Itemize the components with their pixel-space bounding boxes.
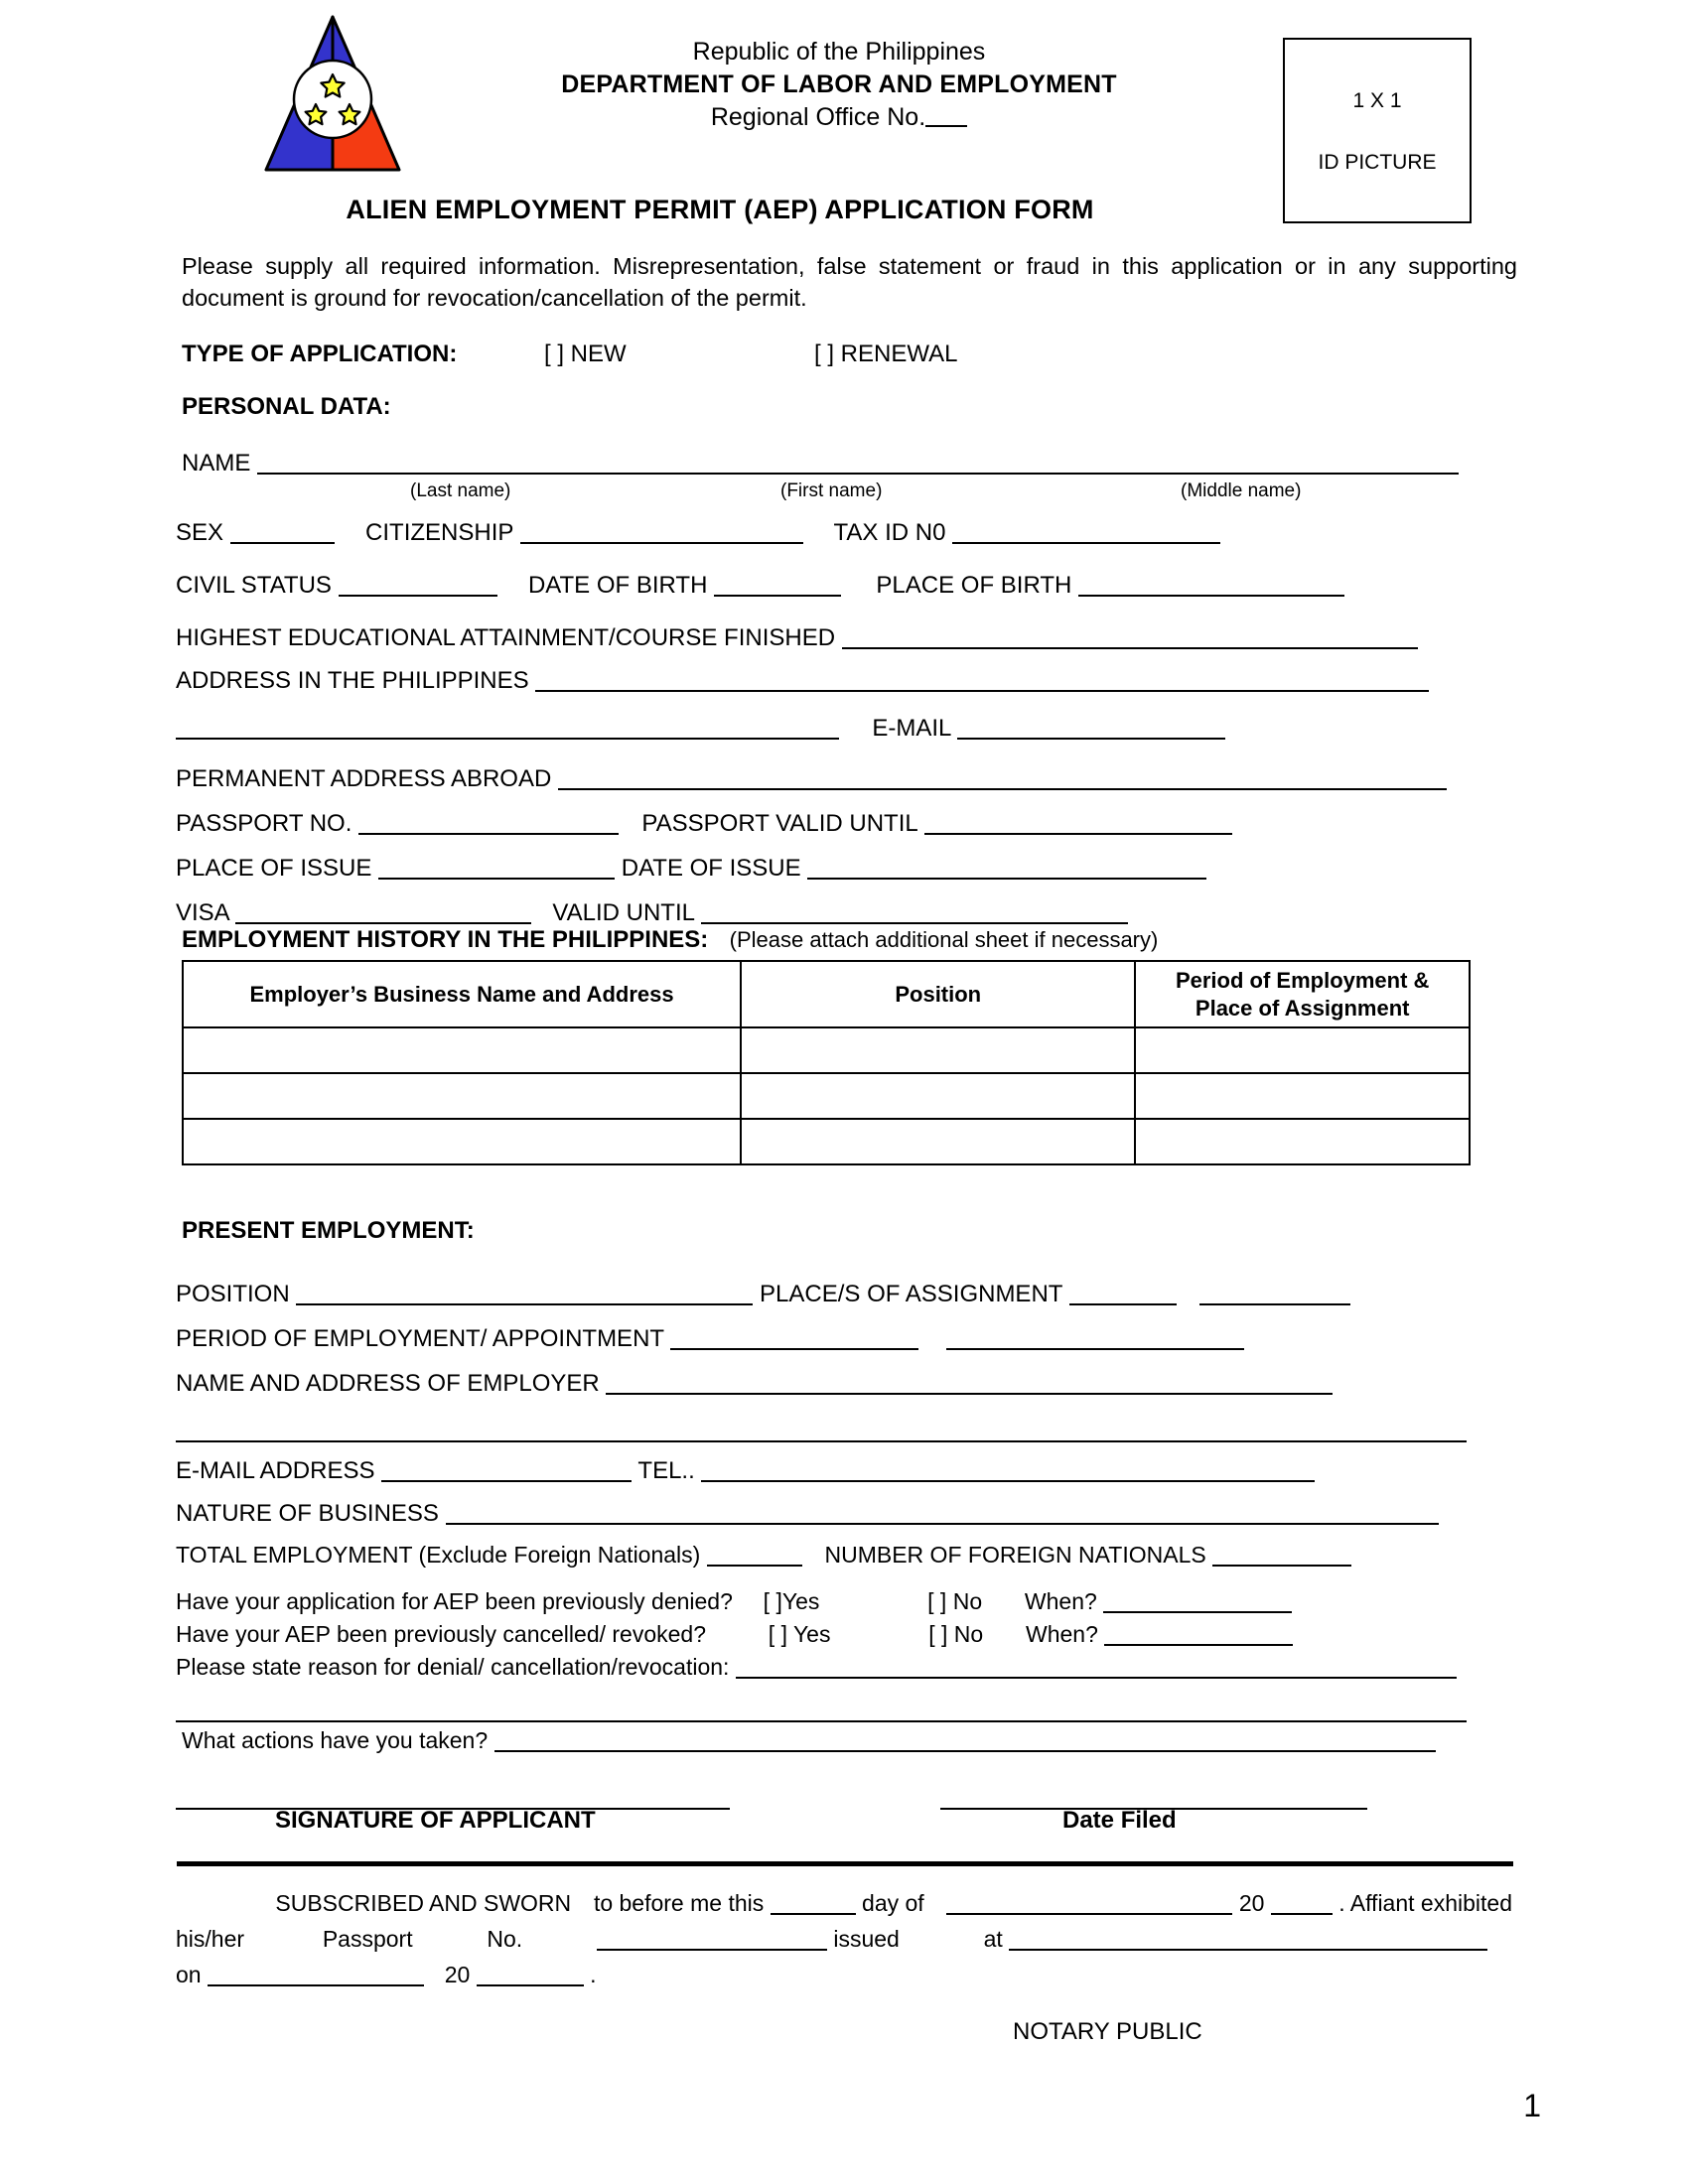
date-of-birth-label: DATE OF BIRTH — [527, 572, 708, 599]
employer-name-address-row — [176, 1372, 1333, 1396]
notary-month-blank[interactable] — [946, 1895, 1232, 1915]
place-of-birth-input-blank[interactable] — [1078, 577, 1344, 597]
cell-position[interactable] — [741, 1073, 1135, 1119]
passport-row — [176, 812, 1232, 836]
address-ph-row — [176, 669, 1429, 693]
employer-name-address-blank-2[interactable] — [176, 1423, 1467, 1442]
tel-input-blank[interactable] — [701, 1462, 1315, 1482]
email-input-blank[interactable] — [957, 720, 1225, 740]
regional-office-label: Regional Office No. — [710, 103, 926, 131]
name-row — [182, 452, 1459, 476]
column-header-employer: Employer’s Business Name and Address — [183, 961, 741, 1027]
notary-passport-no-blank[interactable] — [597, 1931, 827, 1951]
places-of-assignment-label: PLACE/S OF ASSIGNMENT — [760, 1281, 1062, 1307]
places-of-assignment-blank-1[interactable] — [1069, 1286, 1177, 1305]
passport-no-label: PASSPORT NO. — [176, 810, 352, 837]
period-of-employment-label: PERIOD OF EMPLOYMENT/ APPOINTMENT — [176, 1325, 664, 1352]
cell-period[interactable] — [1135, 1073, 1470, 1119]
page-title: ALIEN EMPLOYMENT PERMIT (AEP) APPLICATION FORM — [346, 195, 1094, 224]
notary-on-date-blank[interactable] — [208, 1967, 424, 1986]
column-header-period — [1135, 961, 1470, 1027]
issue-row — [176, 857, 1206, 881]
position-assignment-row — [176, 1283, 1350, 1306]
employer-name-address-label: NAME AND ADDRESS OF EMPLOYER — [176, 1370, 600, 1397]
address-ph-input-blank[interactable] — [535, 672, 1429, 692]
department-line: DEPARTMENT OF LABOR AND EMPLOYMENT — [561, 70, 1117, 98]
employment-counts-row — [176, 1544, 1351, 1567]
period-of-employment-blank-1[interactable] — [670, 1330, 918, 1350]
question-cancelled-when-blank[interactable] — [1104, 1626, 1293, 1646]
name-label: NAME — [182, 450, 251, 477]
passport-valid-label: PASSPORT VALID UNTIL — [641, 810, 917, 837]
type-of-application-label: TYPE OF APPLICATION: — [182, 341, 458, 367]
table-row[interactable] — [183, 1027, 1470, 1073]
id-picture-box[interactable] — [1283, 38, 1472, 223]
actions-taken-label: What actions have you taken? — [182, 1727, 489, 1753]
visa-label: VISA — [176, 899, 229, 926]
notary-year-blank[interactable] — [1271, 1895, 1333, 1915]
republic-line: Republic of the Philippines — [692, 38, 986, 66]
id-picture-caption: ID PICTURE — [1318, 151, 1437, 174]
notary-day-blank[interactable] — [771, 1895, 856, 1915]
notary-year-prefix: 20 — [1238, 1890, 1265, 1916]
question-denied-yes[interactable]: [ ]Yes — [763, 1588, 820, 1614]
date-of-birth-input-blank[interactable] — [714, 577, 841, 597]
name-input-blank[interactable] — [257, 455, 1459, 475]
page-number: 1 — [1523, 2088, 1541, 2123]
notary-public-label: NOTARY PUBLIC — [1013, 2018, 1202, 2045]
reason-input-blank-1[interactable] — [736, 1659, 1457, 1679]
middle-name-caption: (Middle name) — [1181, 480, 1302, 501]
education-label: HIGHEST EDUCATIONAL ATTAINMENT/COURSE FINISHED — [176, 624, 836, 651]
permanent-address-label: PERMANENT ADDRESS ABROAD — [176, 765, 552, 792]
address-ph-input-blank-2[interactable] — [176, 720, 839, 740]
signature-caption: SIGNATURE OF APPLICANT — [275, 1807, 596, 1834]
employment-history-heading-row — [182, 928, 1158, 952]
foreign-nationals-input-blank[interactable] — [1212, 1547, 1351, 1567]
notary-no-label: No. — [487, 1926, 523, 1952]
reason-input-blank-2[interactable] — [176, 1703, 1467, 1722]
notary-hisher-label: his/her — [176, 1926, 245, 1952]
total-employment-input-blank[interactable] — [707, 1547, 802, 1567]
email-label: E-MAIL — [872, 715, 951, 742]
cell-period[interactable] — [1135, 1119, 1470, 1164]
place-of-issue-input-blank[interactable] — [378, 860, 615, 880]
passport-no-input-blank[interactable] — [358, 815, 619, 835]
question-denied-no[interactable]: [ ] No — [927, 1588, 983, 1614]
checkbox-renewal[interactable]: [ ] RENEWAL — [814, 341, 958, 367]
tax-id-input-blank[interactable] — [952, 524, 1220, 544]
table-header-row — [183, 961, 1470, 1027]
question-denied-label: Have your application for AEP been previously denied? — [176, 1588, 733, 1614]
regional-office-blank[interactable] — [925, 110, 967, 127]
cell-period[interactable] — [1135, 1027, 1470, 1073]
employer-email-input-blank[interactable] — [381, 1462, 632, 1482]
reason-row — [176, 1656, 1457, 1679]
visa-valid-input-blank[interactable] — [701, 904, 1128, 924]
column-header-position: Position — [741, 961, 1135, 1027]
id-picture-size: 1 X 1 — [1352, 89, 1402, 112]
question-denied-when-label: When? — [1024, 1588, 1097, 1614]
employer-email-label: E-MAIL ADDRESS — [176, 1457, 375, 1484]
notary-period: . — [590, 1962, 597, 1987]
employer-address-line2-row — [176, 1420, 1467, 1443]
address-ph-line2-email-row — [176, 717, 1225, 741]
nature-of-business-label: NATURE OF BUSINESS — [176, 1500, 439, 1527]
notary-line-1 — [182, 1892, 1512, 1915]
position-label: POSITION — [176, 1281, 290, 1307]
permanent-address-row — [176, 767, 1447, 791]
present-employment-heading: PRESENT EMPLOYMENT: — [182, 1217, 475, 1244]
email-tel-row — [176, 1459, 1315, 1483]
cell-employer[interactable] — [183, 1119, 741, 1164]
section-divider — [177, 1861, 1513, 1866]
table-row[interactable] — [183, 1119, 1470, 1164]
question-denied-when-blank[interactable] — [1103, 1593, 1292, 1613]
notary-on-year-prefix: 20 — [444, 1962, 471, 1987]
date-filed-caption: Date Filed — [1062, 1807, 1177, 1834]
actions-taken-input-blank[interactable] — [494, 1732, 1436, 1752]
place-of-issue-label: PLACE OF ISSUE — [176, 855, 372, 882]
tax-id-label: TAX ID N0 — [833, 519, 946, 546]
cell-employer[interactable] — [183, 1073, 741, 1119]
question-denied-row — [176, 1590, 1292, 1613]
question-cancelled-row — [176, 1623, 1293, 1646]
permanent-address-input-blank[interactable] — [558, 770, 1447, 790]
civil-status-label: CIVIL STATUS — [176, 572, 332, 599]
place-of-birth-label: PLACE OF BIRTH — [876, 572, 1072, 599]
citizenship-label: CITIZENSHIP — [365, 519, 513, 546]
sex-input-blank[interactable] — [230, 524, 335, 544]
instructions-paragraph: Please supply all required information. Misrepresentation, false statement or fraud in this application or in any supporting document is ground for revocation/cancellation of the permit. — [182, 253, 1517, 311]
period-of-employment-row — [176, 1327, 1244, 1351]
subscribed-sworn-label: SUBSCRIBED AND SWORN — [275, 1890, 572, 1916]
citizenship-input-blank[interactable] — [520, 524, 803, 544]
table-row[interactable] — [183, 1073, 1470, 1119]
visa-input-blank[interactable] — [235, 904, 531, 924]
nature-of-business-row — [176, 1502, 1439, 1526]
agency-heading — [427, 36, 1251, 134]
cell-position[interactable] — [741, 1027, 1135, 1073]
notary-passport-label: Passport — [322, 1926, 413, 1952]
visa-valid-label: VALID UNTIL — [552, 899, 695, 926]
employment-history-note: (Please attach additional sheet if necessary) — [729, 927, 1159, 952]
notary-day-of-label: day of — [862, 1890, 924, 1916]
employment-history-heading: EMPLOYMENT HISTORY IN THE PHILIPPINES: — [182, 926, 709, 953]
last-name-caption: (Last name) — [410, 480, 511, 501]
civil-status-input-blank[interactable] — [339, 577, 497, 597]
question-cancelled-when-label: When? — [1026, 1621, 1098, 1647]
sex-label: SEX — [176, 519, 224, 546]
civil-status-dob-pob-row — [176, 574, 1344, 598]
column-header-period-line2: Place of Assignment — [1195, 995, 1410, 1021]
date-of-issue-input-blank[interactable] — [807, 860, 1206, 880]
notary-issued-at-blank[interactable] — [1009, 1931, 1487, 1951]
reason-line2-row — [176, 1700, 1467, 1723]
checkbox-new[interactable]: [ ] NEW — [544, 341, 627, 367]
form-header — [0, 0, 1688, 248]
employment-history-table — [182, 960, 1471, 1165]
notary-issued-label: issued — [833, 1926, 900, 1952]
sex-citizenship-taxid-row — [176, 521, 1220, 545]
reason-label: Please state reason for denial/ cancellation/revocation: — [176, 1654, 730, 1680]
notary-on-label: on — [176, 1962, 202, 1987]
question-cancelled-no[interactable]: [ ] No — [928, 1621, 984, 1647]
nature-of-business-input-blank[interactable] — [446, 1505, 1439, 1525]
passport-valid-input-blank[interactable] — [924, 815, 1232, 835]
tel-label: TEL.. — [637, 1457, 695, 1484]
notary-before-me-label: to before me this — [593, 1890, 765, 1916]
employer-name-address-blank-1[interactable] — [606, 1375, 1333, 1395]
regional-office-line — [427, 101, 1251, 134]
question-cancelled-yes[interactable]: [ ] Yes — [768, 1621, 831, 1647]
notary-line-3 — [176, 1964, 597, 1986]
education-input-blank[interactable] — [842, 629, 1418, 649]
education-row — [176, 626, 1418, 650]
cell-position[interactable] — [741, 1119, 1135, 1164]
notary-line-2 — [176, 1928, 1487, 1951]
column-header-period-line1: Period of Employment & — [1175, 968, 1430, 993]
period-of-employment-blank-2[interactable] — [946, 1330, 1244, 1350]
first-name-caption: (First name) — [780, 480, 883, 501]
actions-taken-row — [182, 1729, 1436, 1752]
foreign-nationals-label: NUMBER OF FOREIGN NATIONALS — [824, 1542, 1206, 1568]
date-of-issue-label: DATE OF ISSUE — [621, 855, 801, 882]
address-ph-label: ADDRESS IN THE PHILIPPINES — [176, 667, 529, 694]
question-cancelled-label: Have your AEP been previously cancelled/ revoked? — [176, 1621, 707, 1647]
total-employment-label: TOTAL EMPLOYMENT (Exclude Foreign Nationals) — [176, 1542, 701, 1568]
cell-employer[interactable] — [183, 1027, 741, 1073]
visa-row — [176, 901, 1128, 925]
notary-at-label: at — [983, 1926, 1003, 1952]
dole-logo — [250, 13, 415, 180]
places-of-assignment-blank-2[interactable] — [1199, 1286, 1350, 1305]
personal-data-heading: PERSONAL DATA: — [182, 393, 391, 420]
notary-affiant-exhibited-label: . Affiant exhibited — [1338, 1890, 1512, 1916]
position-input-blank[interactable] — [296, 1286, 753, 1305]
notary-on-year-blank[interactable] — [477, 1967, 584, 1986]
